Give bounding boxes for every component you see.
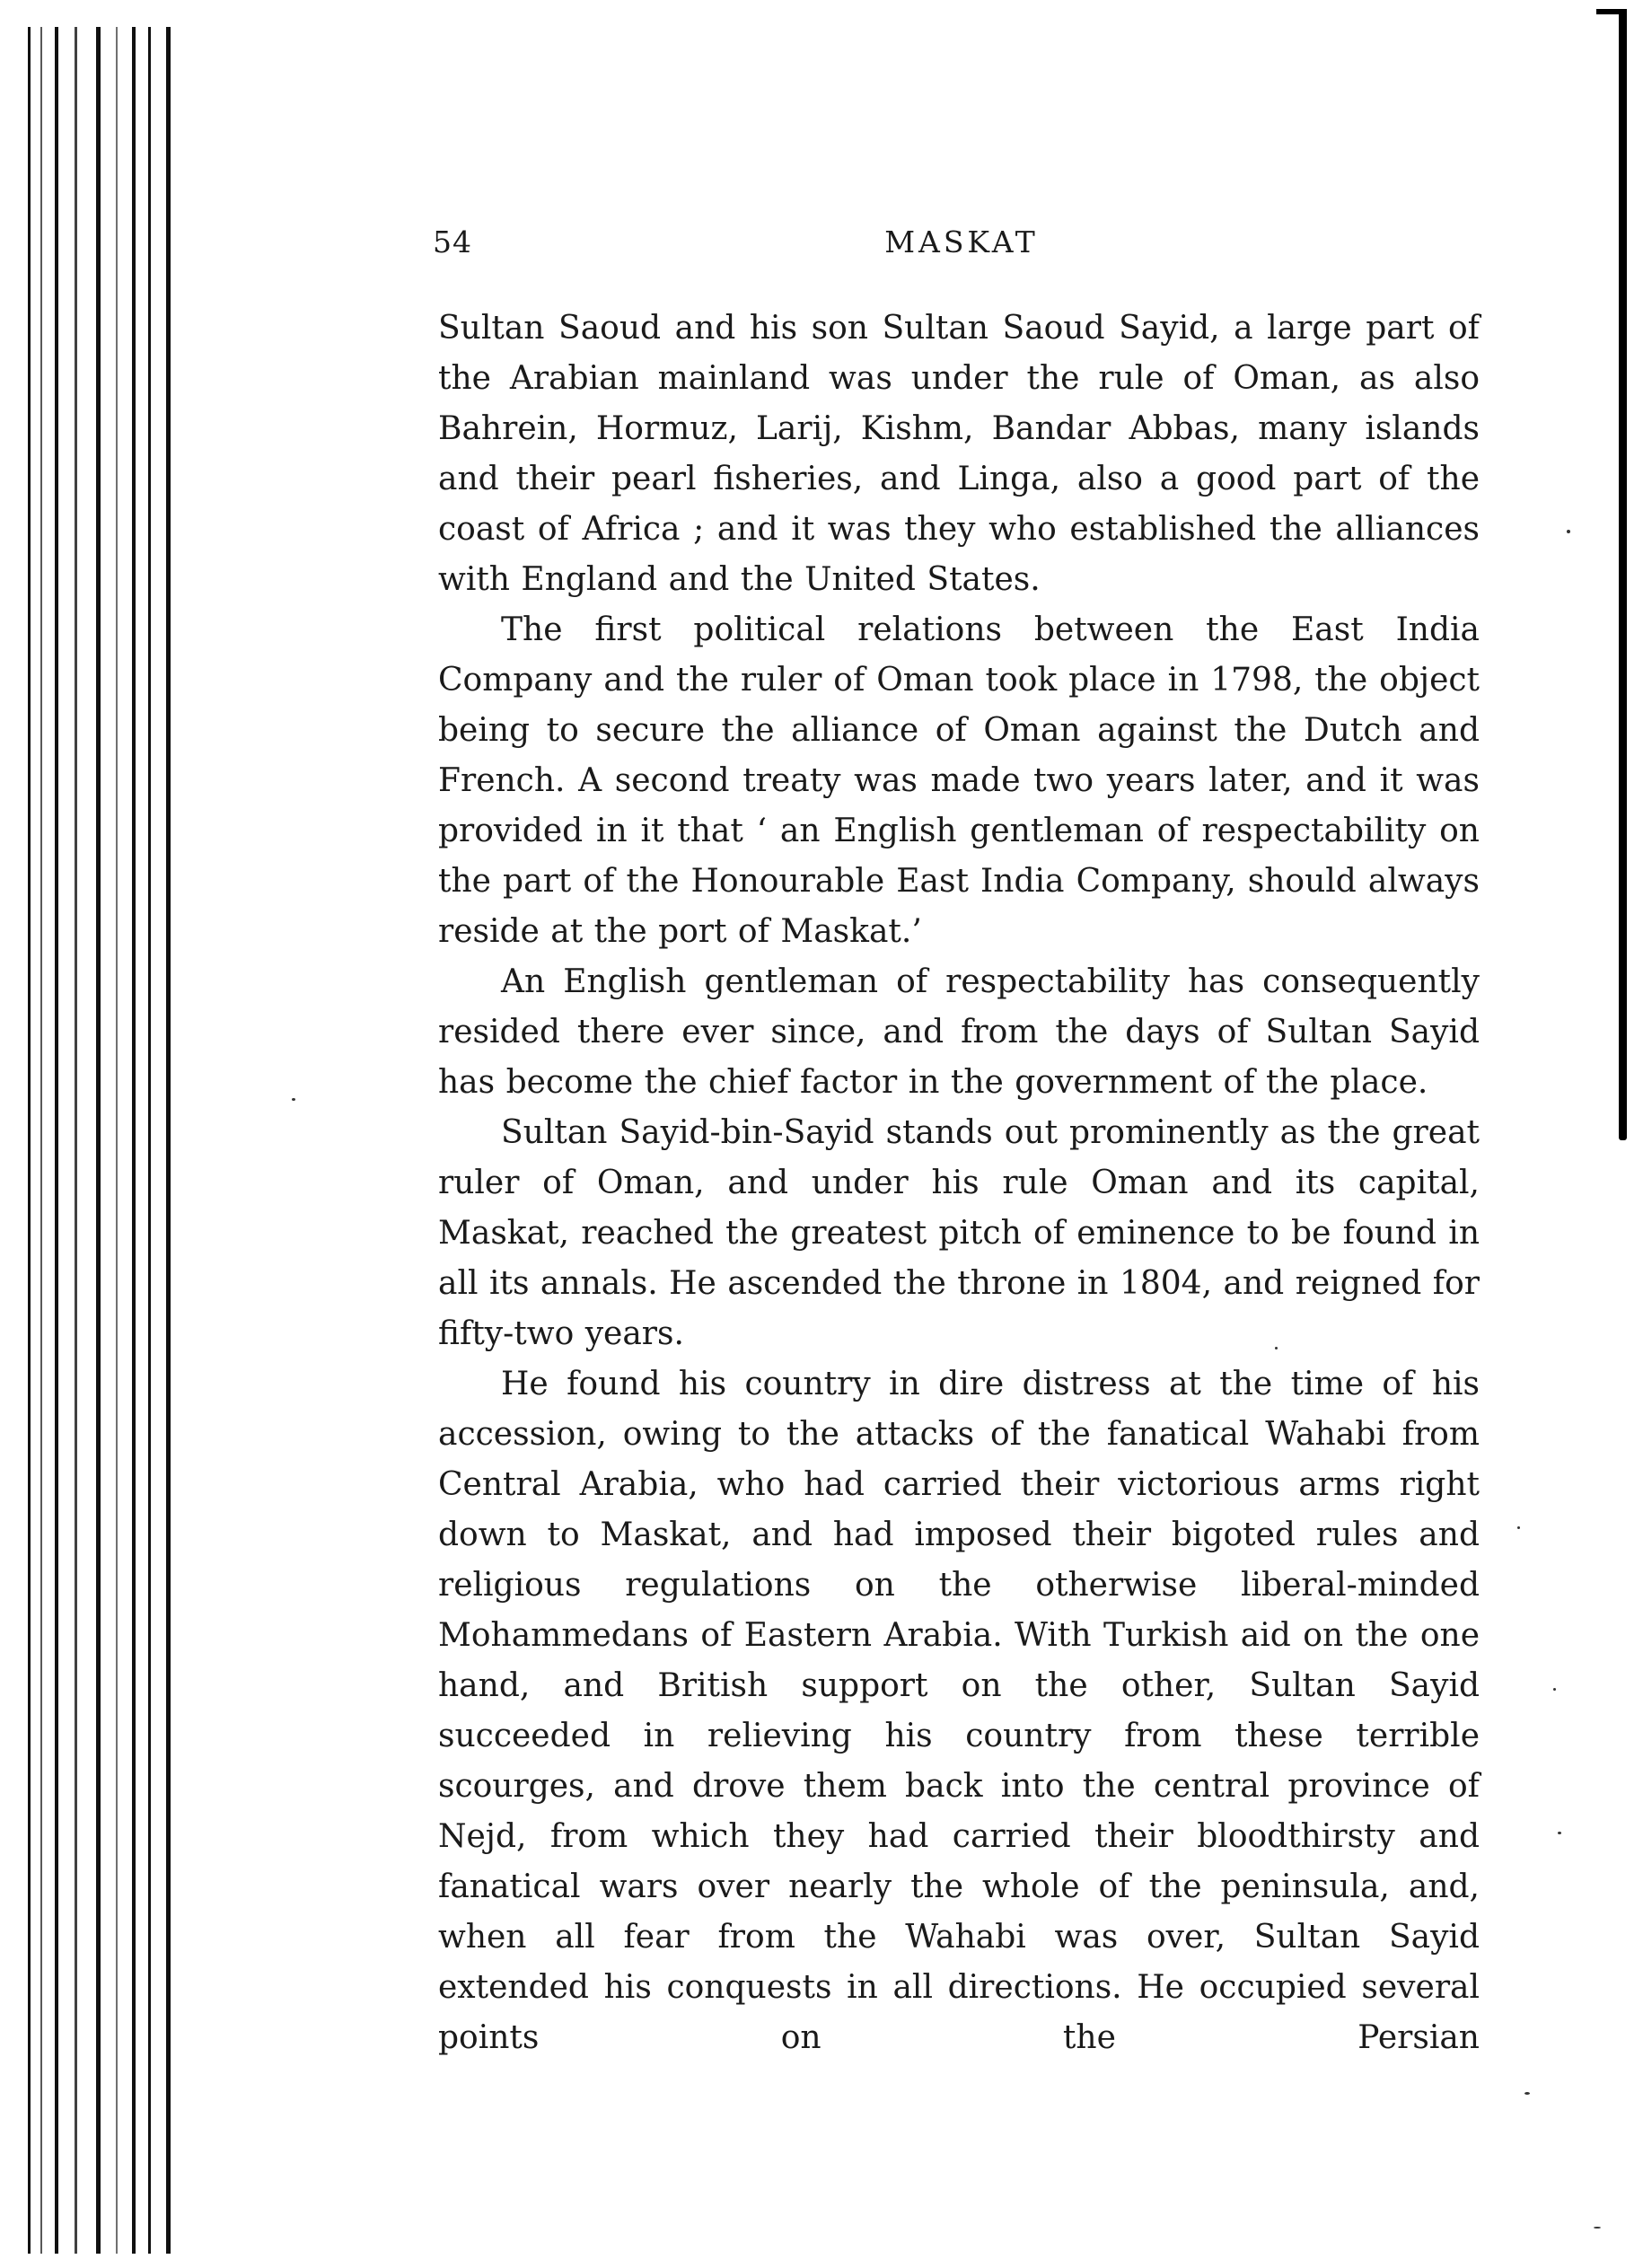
page-header xyxy=(433,224,1490,269)
page-number: 54 xyxy=(433,224,472,259)
paragraph: He found his country in dire distress at the time of his accession, owing to the attacks of the fanatical Wahabi from Central Arabia, who had carried their victorious arms right down to Maskat, and had imposed their bigoted rules and religious regulations on the otherwise liberal-minded Mohammedans of Eastern Arabia. With Turkish aid on the one hand, and British support on the other, Sultan Sayid succeeded in relieving his country from these terrible scourges, and drove them back into the central province of Nejd, from which they had carried their bloodthirsty and fanatical wars over nearly the whole of the peninsula, and, when all fear from the Wahabi was over, Sultan Sayid extended his conquests in all directions. He occupied several points on the Persian xyxy=(438,1366,1480,2056)
running-title: MASKAT xyxy=(884,224,1039,259)
paragraph: Sultan Saoud and his son Sultan Saoud Sayid, a large part of the Arabian mainland was under the rule of Oman, as also Bahrein, Hormuz, Larij, Kishm, Bandar Abbas, many islands and their pearl fisheries, and Linga, also a good part of the coast of Africa ; and it was they who established the alliances with England and the United States. xyxy=(438,310,1480,598)
book-binding-edge xyxy=(22,27,184,2254)
scan-speck xyxy=(1594,2227,1601,2228)
paragraph: Sultan Sayid-bin-Sayid stands out prominently as the great ruler of Oman, and under his rule Oman and its capital, Maskat, reached the greatest pitch of eminence to be found in all its annals. He ascended the throne in 1804, and reigned for fifty-two years. xyxy=(438,1114,1480,1352)
scan-speck xyxy=(1567,530,1570,533)
scan-speck xyxy=(1558,1832,1561,1834)
body-text xyxy=(438,303,1480,2063)
scan-speck xyxy=(1524,2092,1530,2095)
scan-speck xyxy=(1553,1688,1556,1691)
page-edge-rule xyxy=(1619,9,1627,1140)
scan-speck xyxy=(292,1098,295,1101)
paragraph: The first political relations between the East India Company and the ruler of Oman took place in 1798, the object being to secure the alliance of Oman against the Dutch and French. A second treaty was made two years later, and it was provided in it that ‘ an English gentleman of respectability on the part of the Honourable East India Company, should always reside at the port of Maskat.’ xyxy=(438,611,1480,950)
paragraph: An English gentleman of respectability has consequently resided there ever since, and from the days of Sultan Sayid has become the chief factor in the government of the place. xyxy=(438,963,1480,1101)
scan-speck xyxy=(1517,1526,1520,1529)
